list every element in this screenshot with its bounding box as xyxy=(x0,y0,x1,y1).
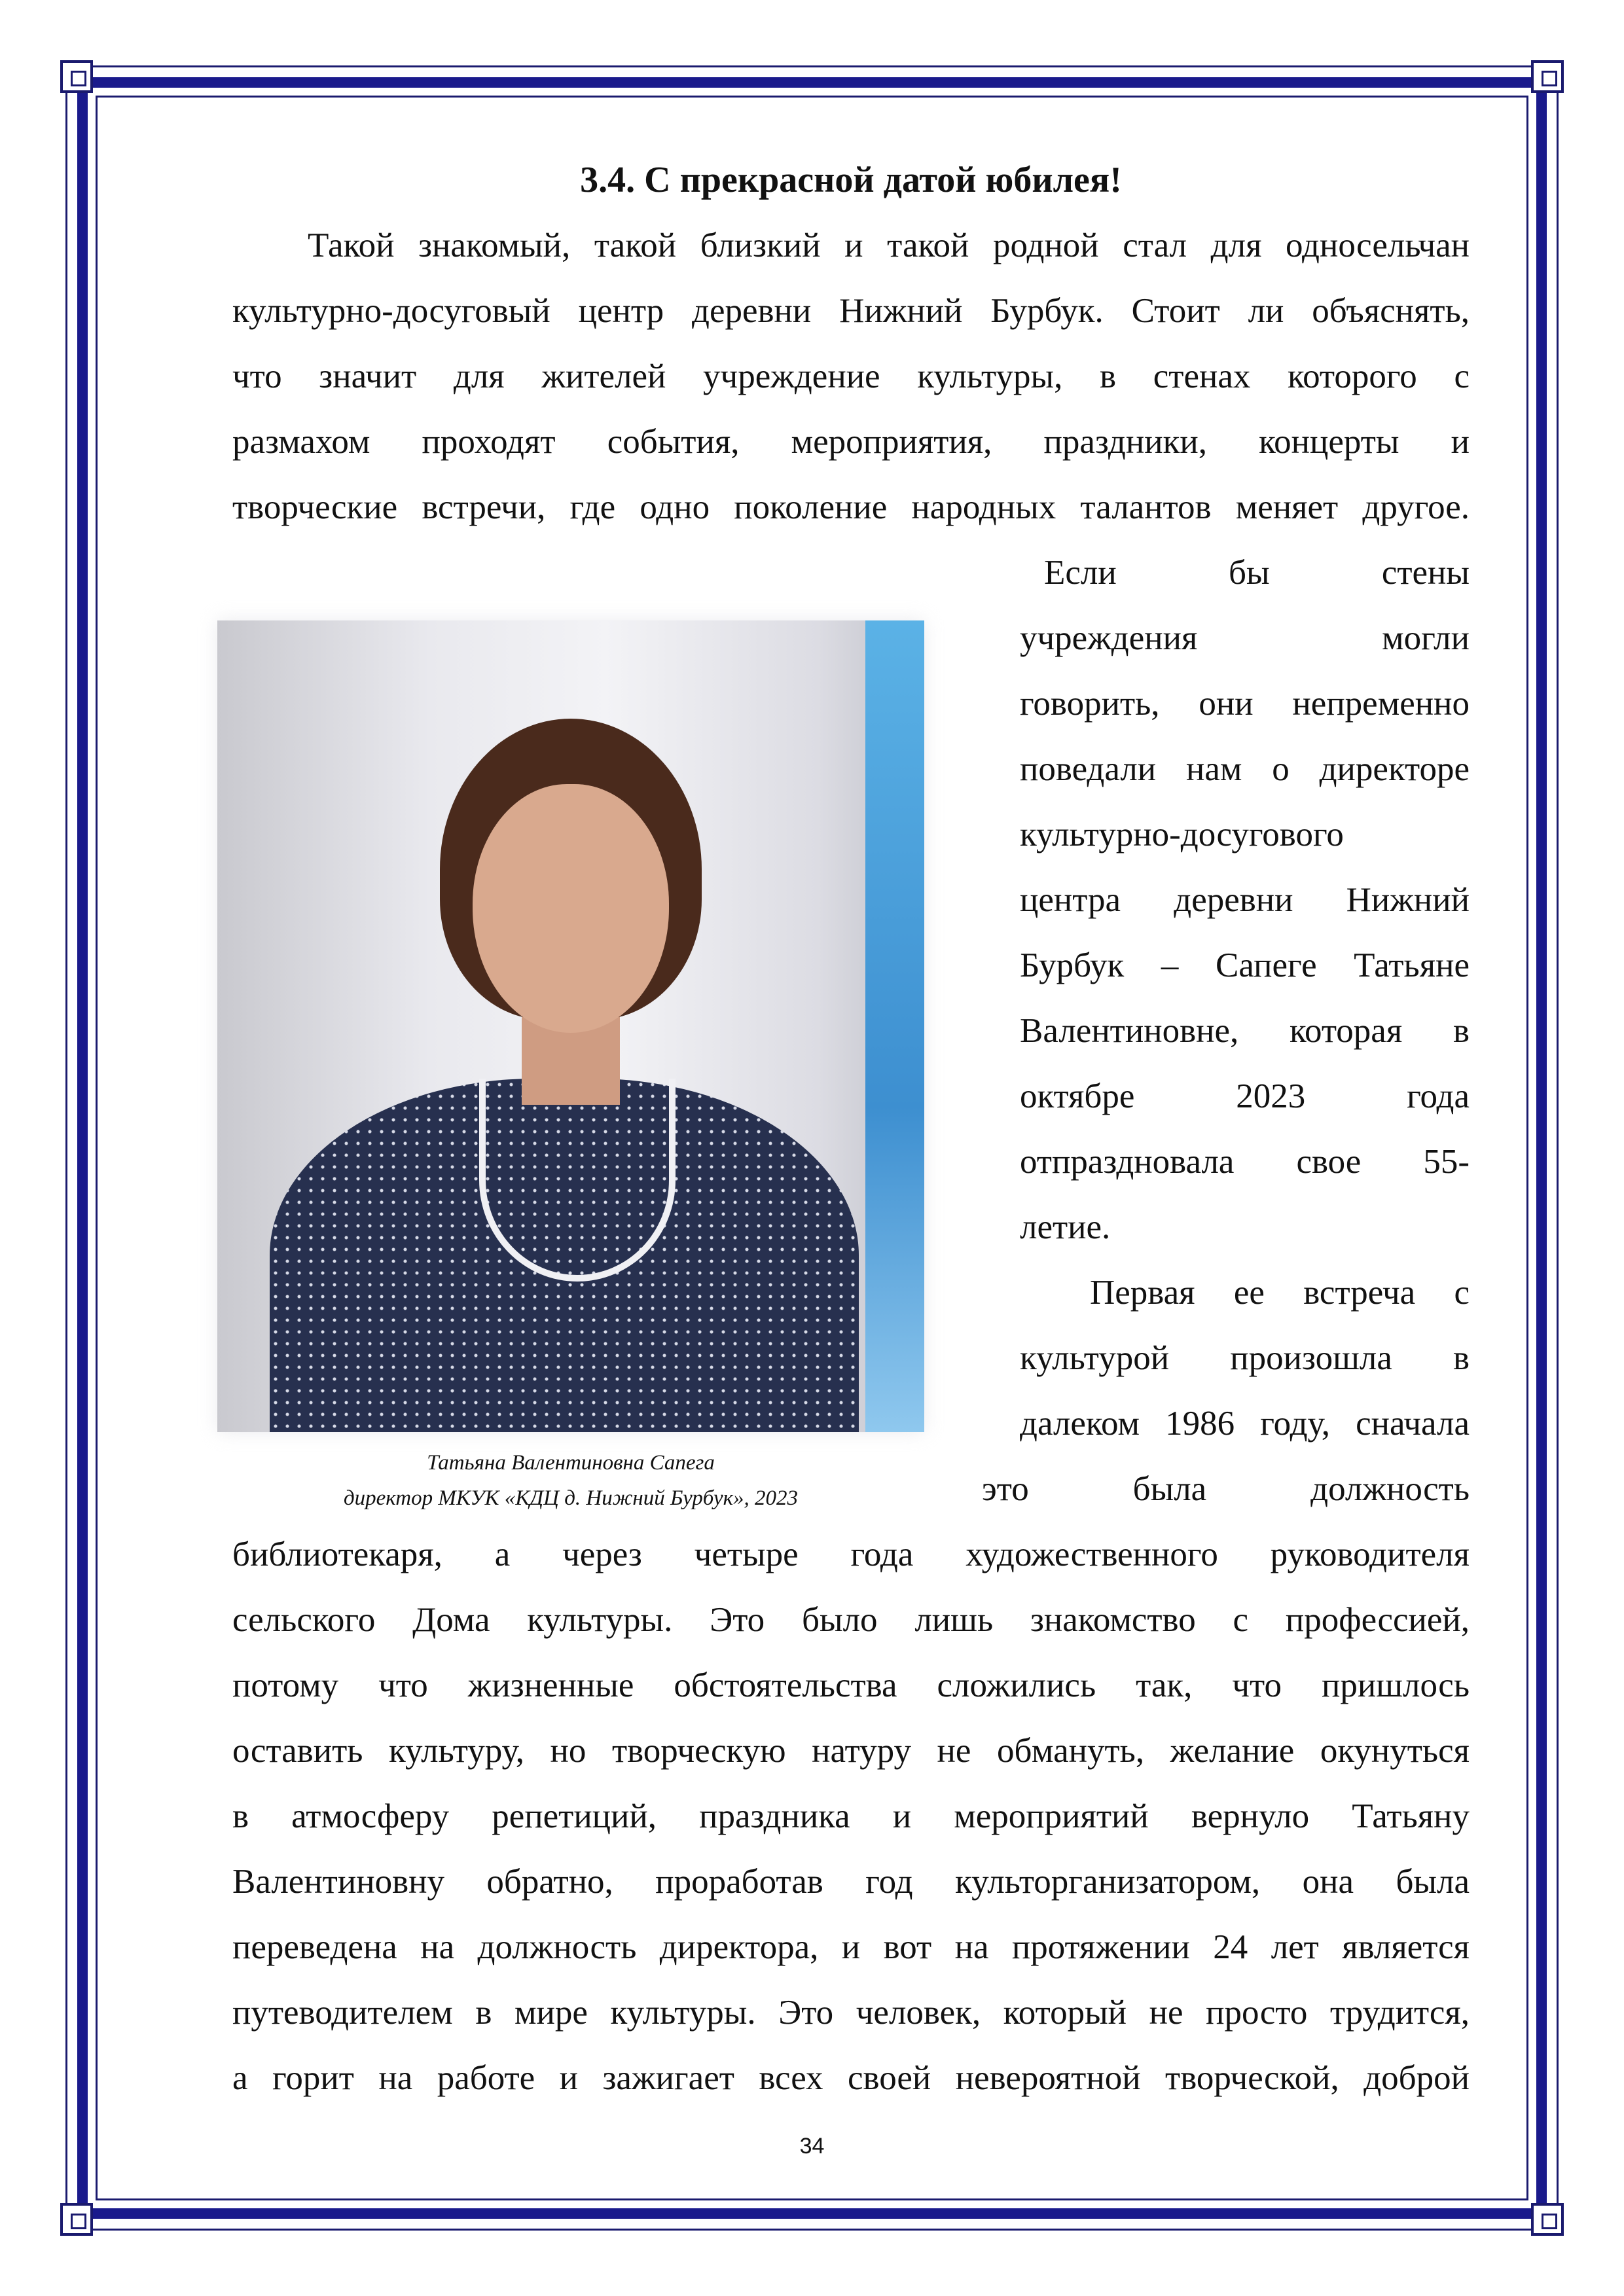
text-line: Валентиновну обратно, проработав год культорганизатором, она была xyxy=(232,1863,1470,1901)
text-line: а горит на работе и зажигает всех своей невероятной творческой, доброй xyxy=(232,2059,1470,2097)
text-line: поведали нам о директоре xyxy=(1020,750,1470,788)
text-line: культурно-досуговый центр деревни Нижний Бурбук. Стоит ли объяснять, xyxy=(232,292,1470,330)
text-line: далеком 1986 году, сначала xyxy=(1020,1405,1470,1443)
corner-ornament xyxy=(60,2203,93,2236)
text-line: это была должность xyxy=(982,1470,1470,1508)
corner-ornament xyxy=(60,60,93,93)
text-line: Первая ее встреча с xyxy=(1090,1274,1470,1312)
page-number: 34 xyxy=(799,2134,825,2159)
text-line: библиотекаря, а через четыре года художественного руководителя xyxy=(232,1535,1470,1573)
text-line: говорить, они непременно xyxy=(1020,685,1470,723)
section-title: 3.4. С прекрасной датой юбилея! xyxy=(580,160,1122,200)
text-line: летие. xyxy=(1020,1208,1111,1246)
text-line: творческие встречи, где одно поколение народных талантов меняет другое. xyxy=(232,488,1470,526)
text-line: учреждения могли xyxy=(1020,619,1470,657)
text-line: что значит для жителей учреждение культуры, в стенах которого с xyxy=(232,357,1470,395)
text-line: культурно-досугового xyxy=(1020,816,1344,853)
photo-figure-necklace xyxy=(479,1079,676,1282)
text-line: оставить культуру, но творческую натуру не обмануть, желание окунуться xyxy=(232,1732,1470,1770)
photo-background-flag xyxy=(865,620,924,1432)
text-line: Валентиновне, которая в xyxy=(1020,1012,1470,1050)
text-line: сельского Дома культуры. Это было лишь знакомство с профессией, xyxy=(232,1601,1470,1639)
text-line: переведена на должность директора, и вот на протяжении 24 лет является xyxy=(232,1928,1470,1966)
photo-caption-role: директор МКУК «КДЦ д. Нижний Бурбук», 2023 xyxy=(343,1486,799,1510)
text-line: октябре 2023 года xyxy=(1020,1077,1470,1115)
portrait-photo xyxy=(217,620,924,1432)
text-line: культурой произошла в xyxy=(1020,1339,1470,1377)
photo-figure-face xyxy=(473,784,669,1033)
text-line: Бурбук – Сапеге Татьяне xyxy=(1020,946,1470,984)
text-line: в атмосферу репетиций, праздника и мероприятий вернуло Татьяну xyxy=(232,1797,1470,1835)
text-line: размахом проходят события, мероприятия, праздники, концерты и xyxy=(232,423,1470,461)
corner-ornament xyxy=(1531,60,1564,93)
photo-caption-name: Татьяна Валентиновна Сапега xyxy=(427,1451,715,1475)
text-line: Такой знакомый, такой близкий и такой родной стал для односельчан xyxy=(308,226,1470,264)
text-line: потому что жизненные обстоятельства сложились так, что пришлось xyxy=(232,1666,1470,1704)
text-line: центра деревни Нижний xyxy=(1020,881,1470,919)
text-line: путеводителем в мире культуры. Это человек, который не просто трудится, xyxy=(232,1994,1470,2032)
text-line: отпраздновала свое 55- xyxy=(1020,1143,1470,1181)
text-line: Если бы стены xyxy=(1044,554,1470,592)
corner-ornament xyxy=(1531,2203,1564,2236)
